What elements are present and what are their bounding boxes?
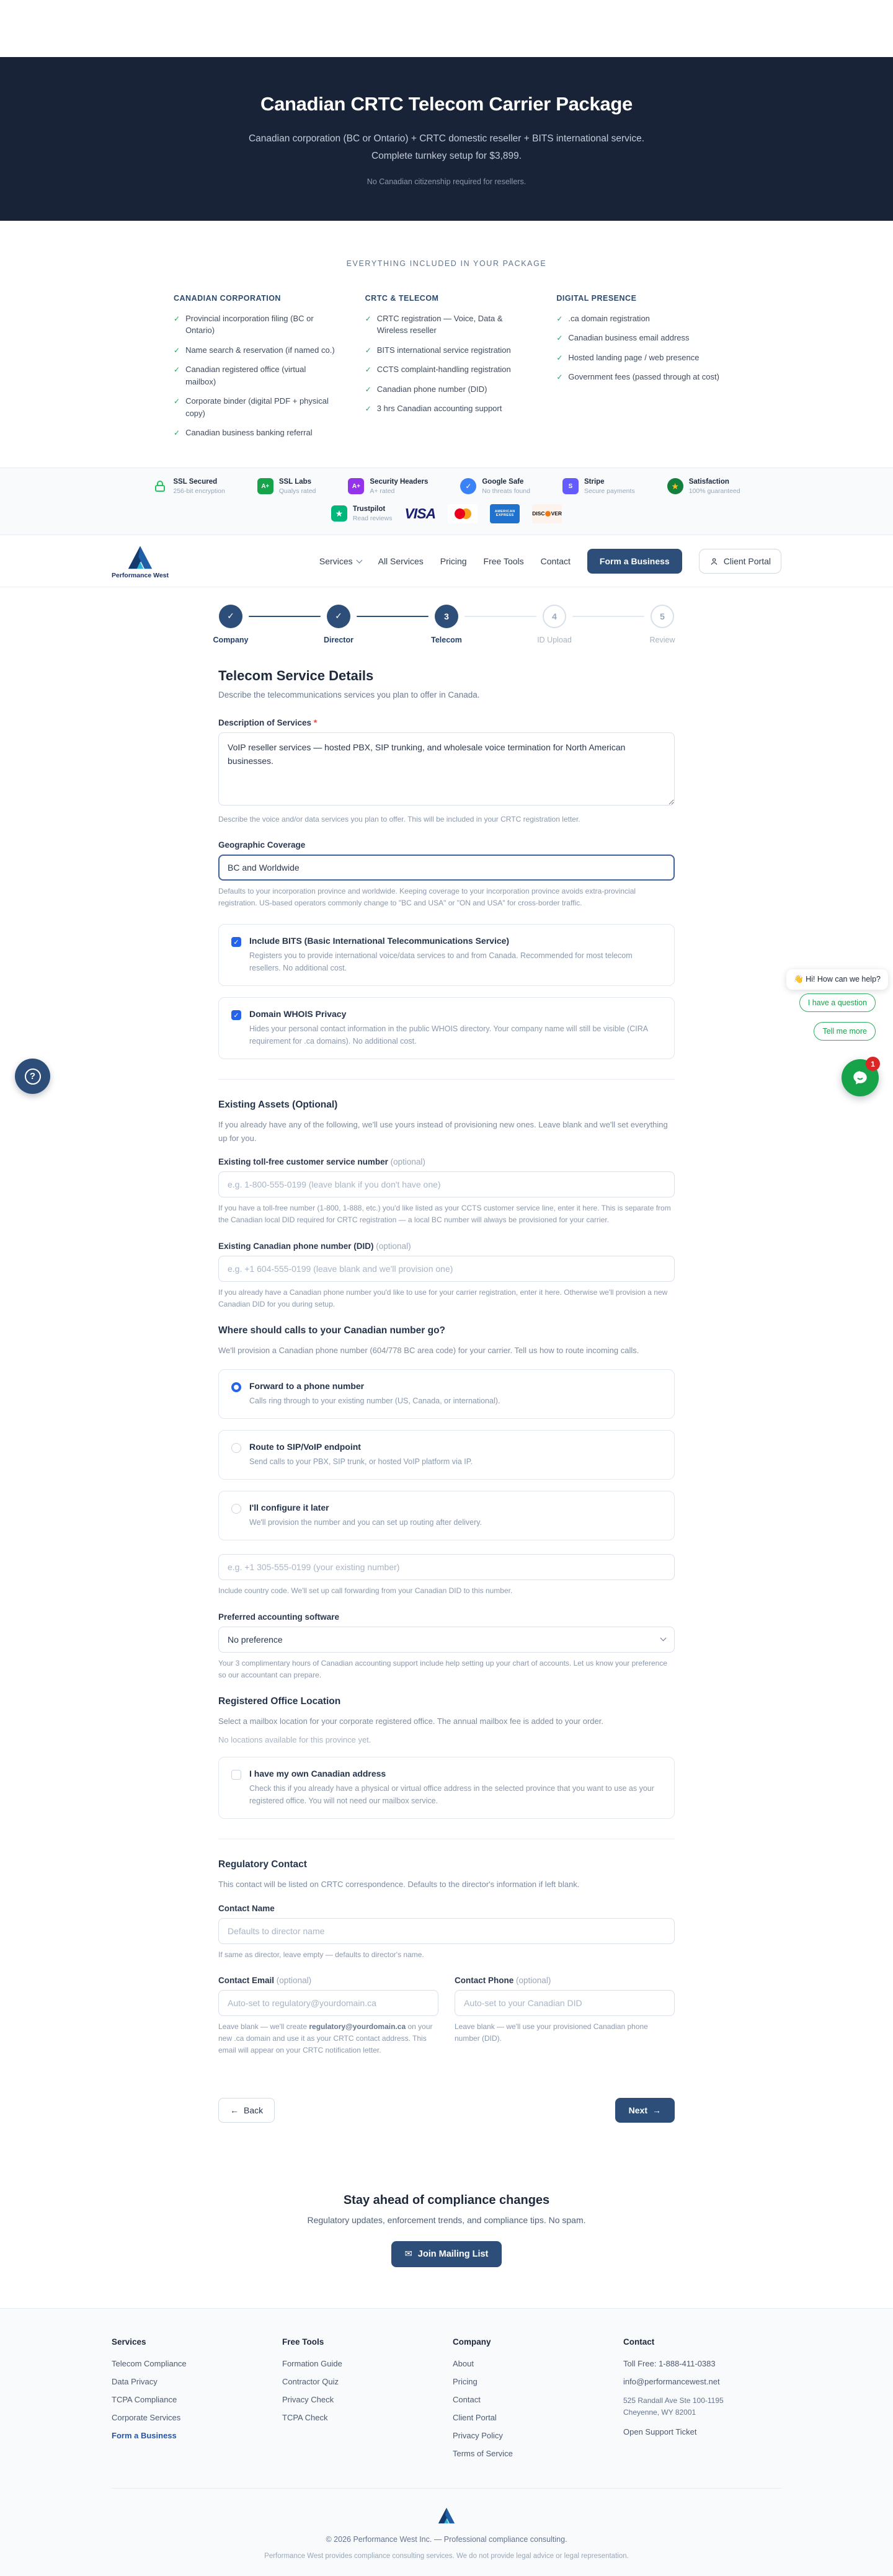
lock-icon: [153, 479, 167, 494]
footer-link-terms[interactable]: Terms of Service: [453, 2448, 513, 2458]
arrow-right-icon: →: [652, 2105, 661, 2115]
footer-link-privacy-check[interactable]: Privacy Check: [282, 2394, 334, 2404]
forward-number-input[interactable]: [218, 1554, 675, 1580]
step-connector: [249, 616, 321, 618]
step-director[interactable]: ✓ Director: [326, 605, 351, 628]
radio-unselected-icon[interactable]: [231, 1443, 241, 1453]
footer-email[interactable]: info@performancewest.net: [623, 2376, 720, 2386]
trustpilot-star-icon: ★: [331, 505, 347, 522]
routing-heading: Where should calls to your Canadian number go?: [218, 1325, 446, 1336]
nav-item-pricing[interactable]: Pricing: [440, 556, 467, 567]
radio-selected-icon[interactable]: [231, 1382, 241, 1392]
contact-name-label: Contact Name: [218, 1903, 275, 1913]
chevron-down-icon: [660, 1635, 667, 1641]
footer-address: 525 Randall Ave Ste 100-1195 Cheyenne, WY 82001: [623, 2396, 724, 2417]
included-column-digital: [556, 294, 719, 446]
footer-column-company: Company About Pricing Contact Client Portal Privacy Policy Terms of Service: [453, 2337, 611, 2467]
checkbox-checked-icon[interactable]: ✓: [231, 1010, 241, 1020]
description-textarea[interactable]: [218, 732, 675, 806]
list-item: ✓ Government fees (passed through at cost): [556, 371, 719, 383]
brand-name: Performance West: [112, 571, 169, 579]
checkbox-unchecked-icon[interactable]: [231, 1770, 241, 1780]
client-portal-button[interactable]: Client Portal: [699, 549, 781, 574]
chevron-down-icon: [356, 557, 362, 563]
check-icon: ✓: [365, 314, 371, 323]
required-asterisk: *: [313, 717, 318, 727]
description-label: Description of Services *: [218, 717, 318, 727]
ssl-labs-icon: A+: [257, 478, 273, 494]
footer-link-contractor-quiz[interactable]: Contractor Quiz: [282, 2376, 339, 2386]
cta-title: Stay ahead of compliance changes: [343, 2193, 550, 2207]
help-fab-button[interactable]: [15, 1059, 50, 1094]
whois-checkbox-card[interactable]: ✓ Domain WHOIS Privacy Hides your personal contact information in the public WHOIS directory. Your company name will still be visible (CIRA requirement for .ca domains). No additional cost.: [218, 997, 675, 1059]
brand-logo[interactable]: [112, 544, 169, 579]
chat-quick-reply-question[interactable]: I have a question: [799, 993, 876, 1012]
check-icon: ✓: [556, 314, 563, 323]
check-icon: ✓: [556, 353, 563, 362]
nav-item-all-services[interactable]: All Services: [378, 556, 424, 567]
cta-subtitle: Regulatory updates, enforcement trends, and compliance tips. No spam.: [307, 2214, 586, 2225]
check-icon: ✓: [174, 314, 180, 323]
column-title: CANADIAN CORPORATION: [174, 293, 281, 303]
column-title: CRTC & TELECOM: [365, 293, 439, 303]
hero-section: [0, 57, 893, 221]
contact-phone-helper: Leave blank — we'll use your provisioned Canadian phone number (DID).: [455, 2022, 648, 2043]
check-icon: ✓: [174, 365, 180, 375]
accounting-label: Preferred accounting software: [218, 1612, 340, 1622]
did-label: Existing Canadian phone number (DID) (optional): [218, 1241, 411, 1251]
step-circle-todo: 4: [543, 605, 566, 628]
arrow-left-icon: ←: [230, 2105, 239, 2115]
step-id-upload[interactable]: 4 ID Upload: [542, 605, 567, 628]
hero-title: Canadian CRTC Telecom Carrier Package: [260, 93, 633, 115]
check-icon: ✓: [365, 345, 371, 355]
footer-link-corporate-services[interactable]: Corporate Services: [112, 2412, 181, 2422]
did-helper: If you already have a Canadian phone number you'd like to use for your carrier registration, enter it here. Otherwise we'll provision a new Canadian DID for you during setup.: [218, 1287, 668, 1308]
step-circle-done: ✓: [327, 605, 350, 628]
form-a-business-button[interactable]: Form a Business: [587, 549, 682, 574]
footer-link-form-a-business[interactable]: Form a Business: [112, 2430, 177, 2440]
contact-email-helper: Leave blank — we'll create regulatory@yourdomain.ca on your new .ca domain and use it as your CRTC contact address. This email will appear on your CRTC notification letter.: [218, 2022, 433, 2055]
list-item: ✓ Corporate binder (digital PDF + physical copy): [174, 395, 337, 419]
amex-logo: AMERICAN EXPRESS: [490, 504, 520, 523]
back-button[interactable]: ← Back: [218, 2098, 275, 2123]
checkbox-checked-icon[interactable]: ✓: [231, 937, 241, 947]
step-connector: [572, 616, 644, 618]
mastercard-logo: [448, 504, 478, 523]
hero-note: No Canadian citizenship required for resellers.: [367, 177, 526, 186]
coverage-input[interactable]: [218, 855, 675, 881]
list-item: ✓ Provincial incorporation filing (BC or Ontario): [174, 313, 337, 337]
tollfree-helper: If you have a toll-free number (1-800, 1-888, etc.) you'd like listed as your CCTS customer service line, enter it here. This is separate from the Canadian local DID required for CRTC registration — a local BC number will always be provisioned for your carrier.: [218, 1204, 671, 1225]
footer-link-pricing[interactable]: Pricing: [453, 2376, 478, 2386]
badge-stripe: S Stripe Secure payments: [562, 478, 635, 495]
contact-phone-label: Contact Phone (optional): [455, 1976, 551, 1986]
mailing-list-cta: [0, 2159, 893, 2308]
list-item: ✓ Hosted landing page / web presence: [556, 352, 719, 364]
routing-option-forward[interactable]: Forward to a phone number Calls ring through to your existing number (US, Canada, or international).: [218, 1369, 675, 1419]
check-icon: ✓: [365, 384, 371, 394]
trust-band: [0, 468, 893, 535]
mail-icon: ✉: [404, 2249, 412, 2259]
person-icon: [709, 557, 719, 566]
page-subtitle: Describe the telecommunications services you plan to offer in Canada.: [218, 690, 480, 700]
visa-logo: VISA: [404, 505, 436, 522]
footer-link-telecom-compliance[interactable]: Telecom Compliance: [112, 2358, 187, 2368]
tollfree-label: Existing toll-free customer service number (optional): [218, 1157, 425, 1167]
own-address-checkbox-card[interactable]: I have my own Canadian address Check this if you already have a physical or virtual office address in the selected province that you want to use as your registered office. You will not need our mailbox service.: [218, 1757, 675, 1819]
badge-google-safe: ✓ Google Safe No threats found: [460, 478, 530, 495]
next-button[interactable]: Next →: [615, 2098, 675, 2123]
footer-bottom: [112, 2488, 781, 2560]
check-icon: ✓: [174, 397, 180, 406]
discover-logo: DISC VER: [532, 504, 562, 523]
check-icon: ✓: [365, 365, 371, 375]
footer-link-formation-guide[interactable]: Formation Guide: [282, 2358, 342, 2368]
list-item: ✓ Canadian business banking referral: [174, 427, 337, 439]
nav-item-services[interactable]: Services: [319, 556, 362, 566]
performance-west-logo-icon: [435, 2506, 458, 2525]
chat-greeting-bubble: 👋 Hi! How can we help?: [786, 969, 888, 990]
security-headers-icon: A+: [348, 478, 364, 494]
contact-email-label: Contact Email (optional): [218, 1976, 312, 1986]
badge-trustpilot[interactable]: ★ Trustpilot Read reviews: [331, 505, 393, 522]
office-empty-note: No locations available for this province yet.: [218, 1735, 371, 1745]
routing-option-later[interactable]: I'll configure it later We'll provision the number and you can set up routing after delivery.: [218, 1491, 675, 1540]
progress-stepper: [213, 605, 675, 644]
footer-link-about[interactable]: About: [453, 2358, 474, 2368]
footer-link-data-privacy[interactable]: Data Privacy: [112, 2376, 158, 2386]
footer-link-tcpa-compliance[interactable]: TCPA Compliance: [112, 2394, 177, 2404]
step-circle-done: ✓: [219, 605, 242, 628]
list-item: ✓ CRTC registration — Voice, Data & Wireless reseller: [365, 313, 528, 337]
coverage-label: Geographic Coverage: [218, 840, 306, 850]
step-circle-todo: 5: [651, 605, 674, 628]
step-connector: [357, 616, 429, 618]
check-icon: ✓: [174, 345, 180, 355]
regulatory-heading: Regulatory Contact: [218, 1859, 307, 1870]
existing-assets-desc: If you already have any of the following, we'll use yours instead of provisioning new ones. Leave blank and we'll set everything up for you.: [218, 1120, 668, 1143]
check-icon: ✓: [174, 429, 180, 438]
routing-desc: We'll provision a Canadian phone number (604/778 BC area code) for your carrier. Tell us how to route incoming calls.: [218, 1345, 639, 1355]
list-item: ✓ CCTS complaint-handling registration: [365, 363, 528, 376]
contact-name-helper: If same as director, leave empty — defaults to director's name.: [218, 1950, 424, 1959]
coverage-helper: Defaults to your incorporation province and worldwide. Keeping coverage to your incorporation province avoids extra-provincial registration. US-based operators commonly change to "BC and USA" or "ON and USA" for cross-border traffic.: [218, 886, 636, 908]
shield-check-icon: ✓: [460, 478, 476, 494]
footer-link-contact[interactable]: Contact: [453, 2394, 481, 2404]
badge-ssl-labs: A+ SSL Labs Qualys rated: [257, 478, 316, 495]
step-review[interactable]: 5 Review: [650, 605, 675, 628]
check-icon: ✓: [365, 404, 371, 414]
nav-item-free-tools[interactable]: Free Tools: [483, 556, 524, 567]
radio-unselected-icon[interactable]: [231, 1504, 241, 1514]
included-section: [0, 221, 893, 468]
included-column-telecom: [365, 294, 528, 446]
footer-column-free-tools: Free Tools Formation Guide Contractor Quiz Privacy Check TCPA Check: [282, 2337, 440, 2467]
chat-bubble-icon: [850, 1068, 870, 1088]
existing-assets-heading: Existing Assets (Optional): [218, 1099, 338, 1111]
forward-number-helper: Include country code. We'll set up call forwarding from your Canadian DID to this number.: [218, 1586, 513, 1596]
contact-email-input[interactable]: [218, 1990, 438, 2016]
check-icon: ✓: [556, 373, 563, 382]
footer: [0, 2308, 893, 2576]
step-circle-active: 3: [435, 605, 458, 628]
accounting-helper: Your 3 complimentary hours of Canadian accounting support include help setting up your chart of accounts. Let us know your preference so our accountant can prepare.: [218, 1658, 667, 1679]
check-icon: ✓: [556, 334, 563, 343]
list-item: ✓ Name search & reservation (if named co.): [174, 344, 337, 357]
performance-west-logo-icon: [123, 544, 157, 570]
divider: [218, 1079, 675, 1080]
list-item: ✓ Canadian phone number (DID): [365, 383, 528, 396]
footer-column-services: Services Telecom Compliance Data Privacy TCPA Compliance Corporate Services Form a Business: [112, 2337, 270, 2467]
wizard-form: [213, 587, 675, 2159]
hero-subtitle: Canadian corporation (BC or Ontario) + CRTC domestic reseller + BITS international service. Complete turnkey setup for $3,899.: [248, 133, 645, 161]
chat-launcher-button[interactable]: [842, 1059, 879, 1096]
description-helper: Describe the voice and/or data services you plan to offer. This will be included in your CRTC registration letter.: [218, 814, 580, 824]
star-icon: ★: [667, 478, 683, 494]
regulatory-desc: This contact will be listed on CRTC correspondence. Defaults to the director's information if left blank.: [218, 1880, 580, 1890]
nav-item-contact[interactable]: Contact: [540, 556, 571, 567]
footer-link-tcpa-check[interactable]: TCPA Check: [282, 2412, 328, 2422]
contact-phone-input[interactable]: [455, 1990, 675, 2016]
office-heading: Registered Office Location: [218, 1695, 341, 1707]
badge-security-headers: A+ Security Headers A+ rated: [348, 478, 428, 495]
list-item: ✓ BITS international service registration: [365, 344, 528, 357]
stripe-icon: S: [562, 478, 579, 494]
office-desc: Select a mailbox location for your corporate registered office. The annual mailbox fee is added to your order.: [218, 1716, 603, 1726]
footer-tollfree[interactable]: Toll Free: 1-888-411-0383: [623, 2358, 716, 2368]
step-connector: [464, 616, 536, 618]
footer-link-client-portal[interactable]: Client Portal: [453, 2412, 497, 2422]
copyright-text: © 2026 Performance West Inc. — Professional compliance consulting.: [326, 2534, 567, 2544]
badge-ssl-secured: SSL Secured 256-bit encryption: [153, 478, 224, 495]
badge-satisfaction: ★ Satisfaction 100% guaranteed: [667, 478, 740, 495]
contact-name-input[interactable]: [218, 1918, 675, 1944]
top-navigation: [0, 535, 893, 587]
included-column-corporation: [174, 294, 337, 446]
list-item: ✓ Canadian registered office (virtual mailbox): [174, 363, 337, 388]
page-title: Telecom Service Details: [218, 667, 374, 683]
column-title: DIGITAL PRESENCE: [556, 293, 637, 303]
join-mailing-list-button[interactable]: ✉ Join Mailing List: [391, 2241, 502, 2267]
disclaimer-text: Performance West provides compliance consulting services. We do not provide legal advice or legal representation.: [264, 2552, 629, 2560]
footer-link-privacy-policy[interactable]: Privacy Policy: [453, 2430, 503, 2440]
routing-option-sip[interactable]: Route to SIP/VoIP endpoint Send calls to your PBX, SIP trunk, or hosted VoIP platform via IP.: [218, 1430, 675, 1480]
bits-checkbox-card[interactable]: ✓ Include BITS (Basic International Telecommunications Service) Registers you to provide international voice/data services to and from Canada. Recommended for most telecom resellers. No additional cost.: [218, 924, 675, 986]
list-item: ✓ 3 hrs Canadian accounting support: [365, 402, 528, 415]
step-company[interactable]: ✓ Company: [218, 605, 243, 628]
footer-column-contact: Contact Toll Free: 1-888-411-0383 info@performancewest.net 525 Randall Ave Ste 100-1195 Cheyenne, WY 82001 Open Support Ticket: [623, 2337, 781, 2467]
accounting-select[interactable]: No preference: [218, 1627, 675, 1653]
footer-support-ticket[interactable]: Open Support Ticket: [623, 2427, 697, 2436]
tollfree-input[interactable]: [218, 1171, 675, 1197]
list-item: ✓ .ca domain registration: [556, 313, 719, 325]
included-heading: EVERYTHING INCLUDED IN YOUR PACKAGE: [346, 259, 547, 268]
top-spacer: [0, 0, 893, 57]
chat-unread-badge: 1: [866, 1057, 880, 1071]
list-item: ✓ Canadian business email address: [556, 332, 719, 344]
did-input[interactable]: [218, 1256, 675, 1282]
step-telecom[interactable]: 3 Telecom: [434, 605, 459, 628]
discover-circle-icon: [545, 511, 551, 517]
chat-quick-reply-tell-me-more[interactable]: Tell me more: [814, 1022, 876, 1041]
question-mark-icon: ?: [25, 1068, 41, 1085]
